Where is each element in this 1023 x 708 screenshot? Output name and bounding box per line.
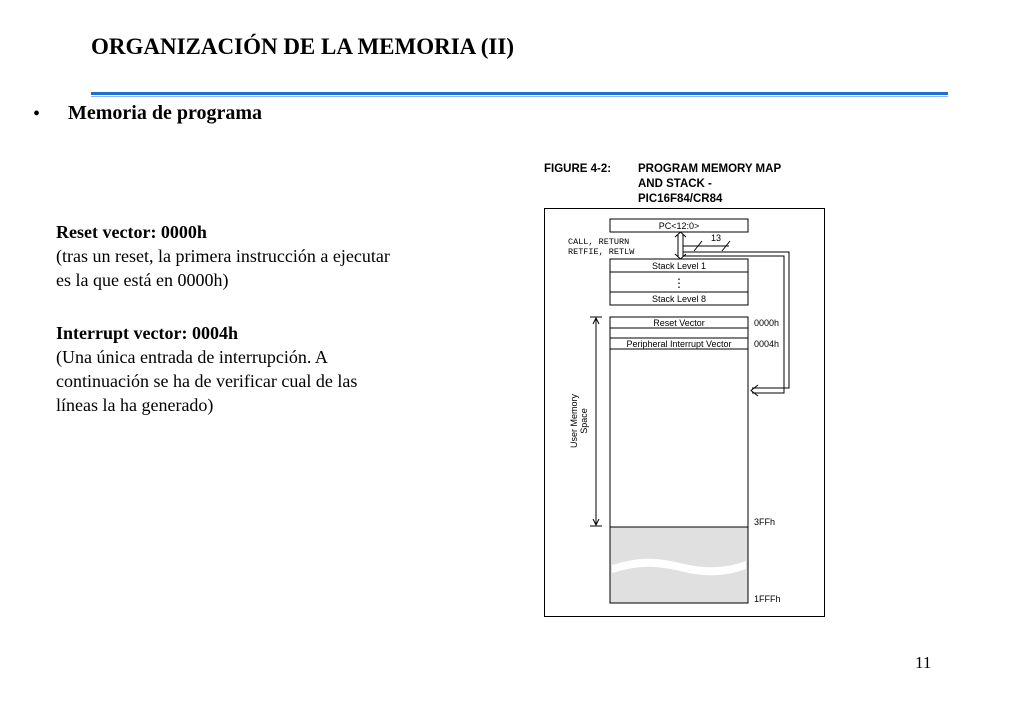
- address-1fff: 1FFFh: [754, 594, 781, 604]
- user-memory-label-line-2: Space: [579, 408, 589, 434]
- interrupt-vector-label: Peripheral Interrupt Vector: [626, 339, 732, 349]
- user-memory-span-arrow: [590, 317, 602, 526]
- reset-vector-paragraph: [56, 220, 396, 292]
- figure-title: [638, 162, 781, 207]
- reset-address: 0000h: [754, 318, 780, 328]
- page-number: 11: [915, 653, 932, 672]
- reset-vector-label: Reset Vector: [653, 318, 705, 328]
- retfie-retlw-label: RETFIE, RETLW: [568, 247, 635, 257]
- bus-width-label: 13: [710, 233, 722, 243]
- interrupt-vector-paragraph: [56, 321, 396, 417]
- figure-label: FIGURE 4-2:: [544, 163, 612, 175]
- pc-register-label: PC<12:0>: [658, 221, 700, 231]
- title-underline: [91, 92, 948, 95]
- slide-title: ORGANIZACIÓN DE LA MEMORIA (II): [91, 34, 514, 59]
- figure-title-line-3: PIC16F84/CR84: [638, 193, 723, 205]
- stack-level-8-label: Stack Level 8: [651, 294, 707, 304]
- call-return-label: CALL, RETURN: [568, 237, 630, 247]
- stack-level-1-label: Stack Level 1: [651, 261, 707, 271]
- program-memory-map-diagram: [544, 208, 825, 617]
- interrupt-vector-heading: Interrupt vector: 0004h: [56, 323, 238, 343]
- figure-title-line-2: AND STACK -: [638, 178, 712, 190]
- address-3ff: 3FFh: [754, 517, 776, 527]
- bullet-text: Memoria de programa: [68, 102, 263, 124]
- title-underline-light: [91, 96, 948, 97]
- user-memory-label-line-1: User Memory: [569, 393, 579, 449]
- reset-vector-heading: Reset vector: 0000h: [56, 222, 207, 242]
- interrupt-vector-text: (Una única entrada de interrupción. A continuación se ha de verificar cual de las líneas la ha generado): [56, 347, 358, 415]
- stack-ellipsis: ⋮: [673, 276, 685, 290]
- figure-title-line-1: PROGRAM MEMORY MAP: [638, 163, 782, 175]
- bullet-marker: •: [33, 103, 41, 125]
- reset-vector-text: (tras un reset, la primera instrucción a ejecutar es la que está en 0000h): [56, 246, 390, 290]
- user-memory-space-label: [569, 394, 589, 449]
- interrupt-address: 0004h: [754, 339, 780, 349]
